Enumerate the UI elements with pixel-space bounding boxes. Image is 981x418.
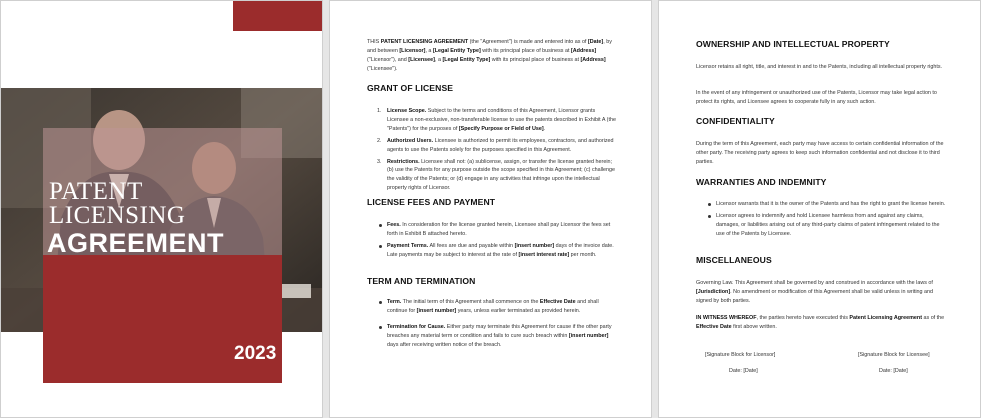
list-item-text — [387, 108, 616, 132]
misc-paragraph — [696, 279, 946, 306]
bold-text-run: [Legal Entity Type] — [432, 47, 481, 54]
cover-title-line-2: LICENSING — [49, 202, 186, 229]
list-item-text — [387, 138, 614, 153]
bold-text-run: [Licensee] — [408, 56, 435, 63]
bold-text-run: PATENT LICENSING AGREEMENT — [380, 39, 469, 45]
text-run: . No amendment or modification of this Agreement shall be valid unless in writing and signed by both parties. — [696, 288, 934, 304]
list-item — [369, 323, 617, 350]
bullet-icon — [708, 215, 711, 218]
bold-text-run: [insert interest rate] — [518, 251, 570, 258]
cover-title-line-1: PATENT — [49, 178, 143, 205]
text-run: first above written. — [731, 323, 777, 330]
ownership-paragraph-1: Licensor retains all right, title, and interest in and to the Patents, including all intellectual property rights. — [696, 64, 943, 70]
bullet-icon — [379, 245, 382, 248]
bold-text-run: [Address] — [570, 47, 597, 54]
list-number: 3. — [377, 158, 382, 165]
list-item-text: Licensor agrees to indemnify and hold Licensee harmless from and against any claims, damages, or liabilities arising out of any third-party claims of patent infringement related to the use of the Patents by Licensee. — [716, 212, 940, 237]
term-list — [369, 298, 617, 357]
text-run: (the "Agreement") is made and entered into as of — [468, 39, 588, 45]
cover-accent-bar — [233, 1, 322, 31]
bold-text-run: [Specify Purpose or Field of Use] — [458, 125, 544, 132]
list-item — [369, 242, 617, 260]
list-item — [369, 137, 617, 155]
bold-text-run: IN WITNESS WHEREOF — [696, 315, 757, 321]
text-run: ("Licensor"), and — [367, 56, 409, 63]
text-run: ("Licensee"). — [367, 65, 398, 72]
text-run: All fees are due and payable within — [428, 242, 515, 249]
list-item — [698, 212, 946, 239]
list-item — [369, 158, 617, 194]
intro-paragraph — [367, 38, 617, 74]
bullet-icon — [379, 326, 382, 329]
bold-text-run: [insert number] — [416, 307, 457, 314]
bold-text-run: Patent Licensing Agreement — [849, 315, 922, 321]
bold-text-run: Termination for Cause. — [387, 323, 446, 330]
text-run: years, unless earlier terminated as provided herein. — [456, 307, 581, 314]
text-run: as of the — [922, 315, 945, 321]
text-run: , a — [425, 47, 433, 54]
text-run: with its principal place of business at — [480, 47, 571, 54]
text-run: days of the invoice date. Late payments may be subject to interest at the rate of — [387, 242, 614, 258]
document-page-3 — [658, 0, 981, 418]
list-number: 1. — [377, 108, 382, 114]
warranties-list — [698, 200, 946, 242]
cover-title-line-3: AGREEMENT — [47, 228, 225, 258]
bold-text-run: Fees. — [387, 222, 401, 228]
text-run: In consideration for the license granted herein, Licensee shall pay Licensor the fees set forth in Exhibit B attached hereto. — [387, 222, 611, 237]
bold-text-run: [insert number] — [514, 242, 555, 249]
bold-text-run: License Scope. — [387, 108, 427, 114]
text-run: , by and between — [367, 39, 612, 54]
confidentiality-heading: CONFIDENTIALITY — [696, 116, 775, 126]
bold-text-run: Authorized Users. — [387, 137, 434, 144]
text-run: Subject to the terms and conditions of this Agreement, Licensor grants Licensee a non-exclusive, non-transferable license to use the patents described in Exhibit A (the "Patents") for the purposes of — [387, 108, 616, 132]
bold-text-run: [Licensor] — [399, 47, 426, 54]
bold-text-run: Effective Date — [696, 323, 732, 330]
text-run: days after receiving written notice of the breach. — [387, 341, 502, 348]
text-run: Governing Law. This Agreement shall be governed by and construed in accordance with the laws of — [696, 280, 933, 286]
list-item — [369, 298, 617, 316]
grant-list — [369, 107, 617, 196]
bold-text-run: [insert number] — [568, 332, 609, 339]
bold-text-run: [Jurisdiction] — [696, 288, 731, 295]
signature-block-licensor: [Signature Block for Licensor] — [705, 352, 776, 358]
list-item-text — [387, 222, 610, 237]
text-run: Licensee shall not: (a) sublicense, assign, or transfer the license granted herein; (b) use the Patents for any purpose outside the scope specified in this Agreement; (c) challenge the validity of the Patents; or (d) engage in any activities that infringe upon the intellectual property rights of Licensor. — [387, 158, 616, 192]
misc-heading: MISCELLANEOUS — [696, 255, 772, 265]
bullet-icon — [379, 224, 382, 227]
text-run: per month. — [569, 251, 597, 258]
text-run: and shall continue for — [387, 299, 599, 314]
list-item-text — [387, 243, 614, 258]
fees-heading: LICENSE FEES AND PAYMENT — [367, 197, 496, 207]
text-run: The initial term of this Agreement shall commence on the — [401, 299, 540, 305]
witness-paragraph — [696, 314, 946, 332]
text-run: Either party may terminate this Agreement for cause if the other party breaches any material term or condition and fails to cure such breach within — [387, 323, 612, 339]
bold-text-run: [Address] — [580, 56, 606, 63]
list-item-text — [387, 324, 612, 348]
bold-text-run: Payment Terms. — [387, 242, 429, 249]
list-item-text — [387, 299, 599, 314]
term-heading: TERM AND TERMINATION — [367, 276, 476, 286]
confidentiality-paragraph: During the term of this Agreement, each party may have access to certain confidential information of the other party. The receiving party agrees to keep such information confidential and not disclose it to third parties. — [696, 141, 944, 165]
fees-list — [369, 221, 617, 263]
cover-page — [0, 0, 323, 418]
bold-text-run: Effective Date — [539, 299, 576, 305]
bold-text-run: [Date] — [587, 39, 604, 45]
signature-block-licensee: [Signature Block for Licensee] — [858, 352, 930, 358]
cover-year: 2023 — [234, 343, 277, 364]
list-item — [698, 200, 946, 209]
bold-text-run: Term. — [387, 299, 402, 305]
warranties-heading: WARRANTIES AND INDEMNITY — [696, 177, 827, 187]
text-run: with its principal place of business at — [490, 56, 581, 63]
bullet-icon — [379, 301, 382, 304]
list-item-text: Licensor warrants that it is the owner of the Patents and has the right to grant the license herein. — [716, 201, 946, 207]
bullet-icon — [708, 203, 711, 206]
text-run: , the parties hereto have executed this — [756, 315, 850, 321]
document-page-2 — [329, 0, 652, 418]
text-run: . — [543, 125, 546, 132]
bold-text-run: Restrictions. — [387, 158, 420, 165]
bold-text-run: [Legal Entity Type] — [442, 56, 491, 63]
grant-heading: GRANT OF LICENSE — [367, 83, 454, 93]
list-number: 2. — [377, 137, 382, 144]
list-item — [369, 221, 617, 239]
ownership-paragraph-2: In the event of any infringement or unauthorized use of the Patents, Licensor may take legal action to protect its rights, and Licensee agrees to cooperate fully in any such action. — [696, 90, 937, 105]
text-run: Licensee is authorized to permit its employees, contractors, and authorized agents to use the Patents solely for the purposes specified in this Agreement. — [387, 137, 614, 153]
signature-date-licensee: Date: [Date] — [879, 368, 908, 374]
text-run: THIS — [367, 39, 381, 45]
ownership-heading: OWNERSHIP AND INTELLECTUAL PROPERTY — [696, 39, 890, 49]
list-item-text — [387, 159, 615, 192]
text-run: , a — [434, 56, 443, 63]
signature-date-licensor: Date: [Date] — [729, 368, 758, 374]
list-item — [369, 107, 617, 134]
